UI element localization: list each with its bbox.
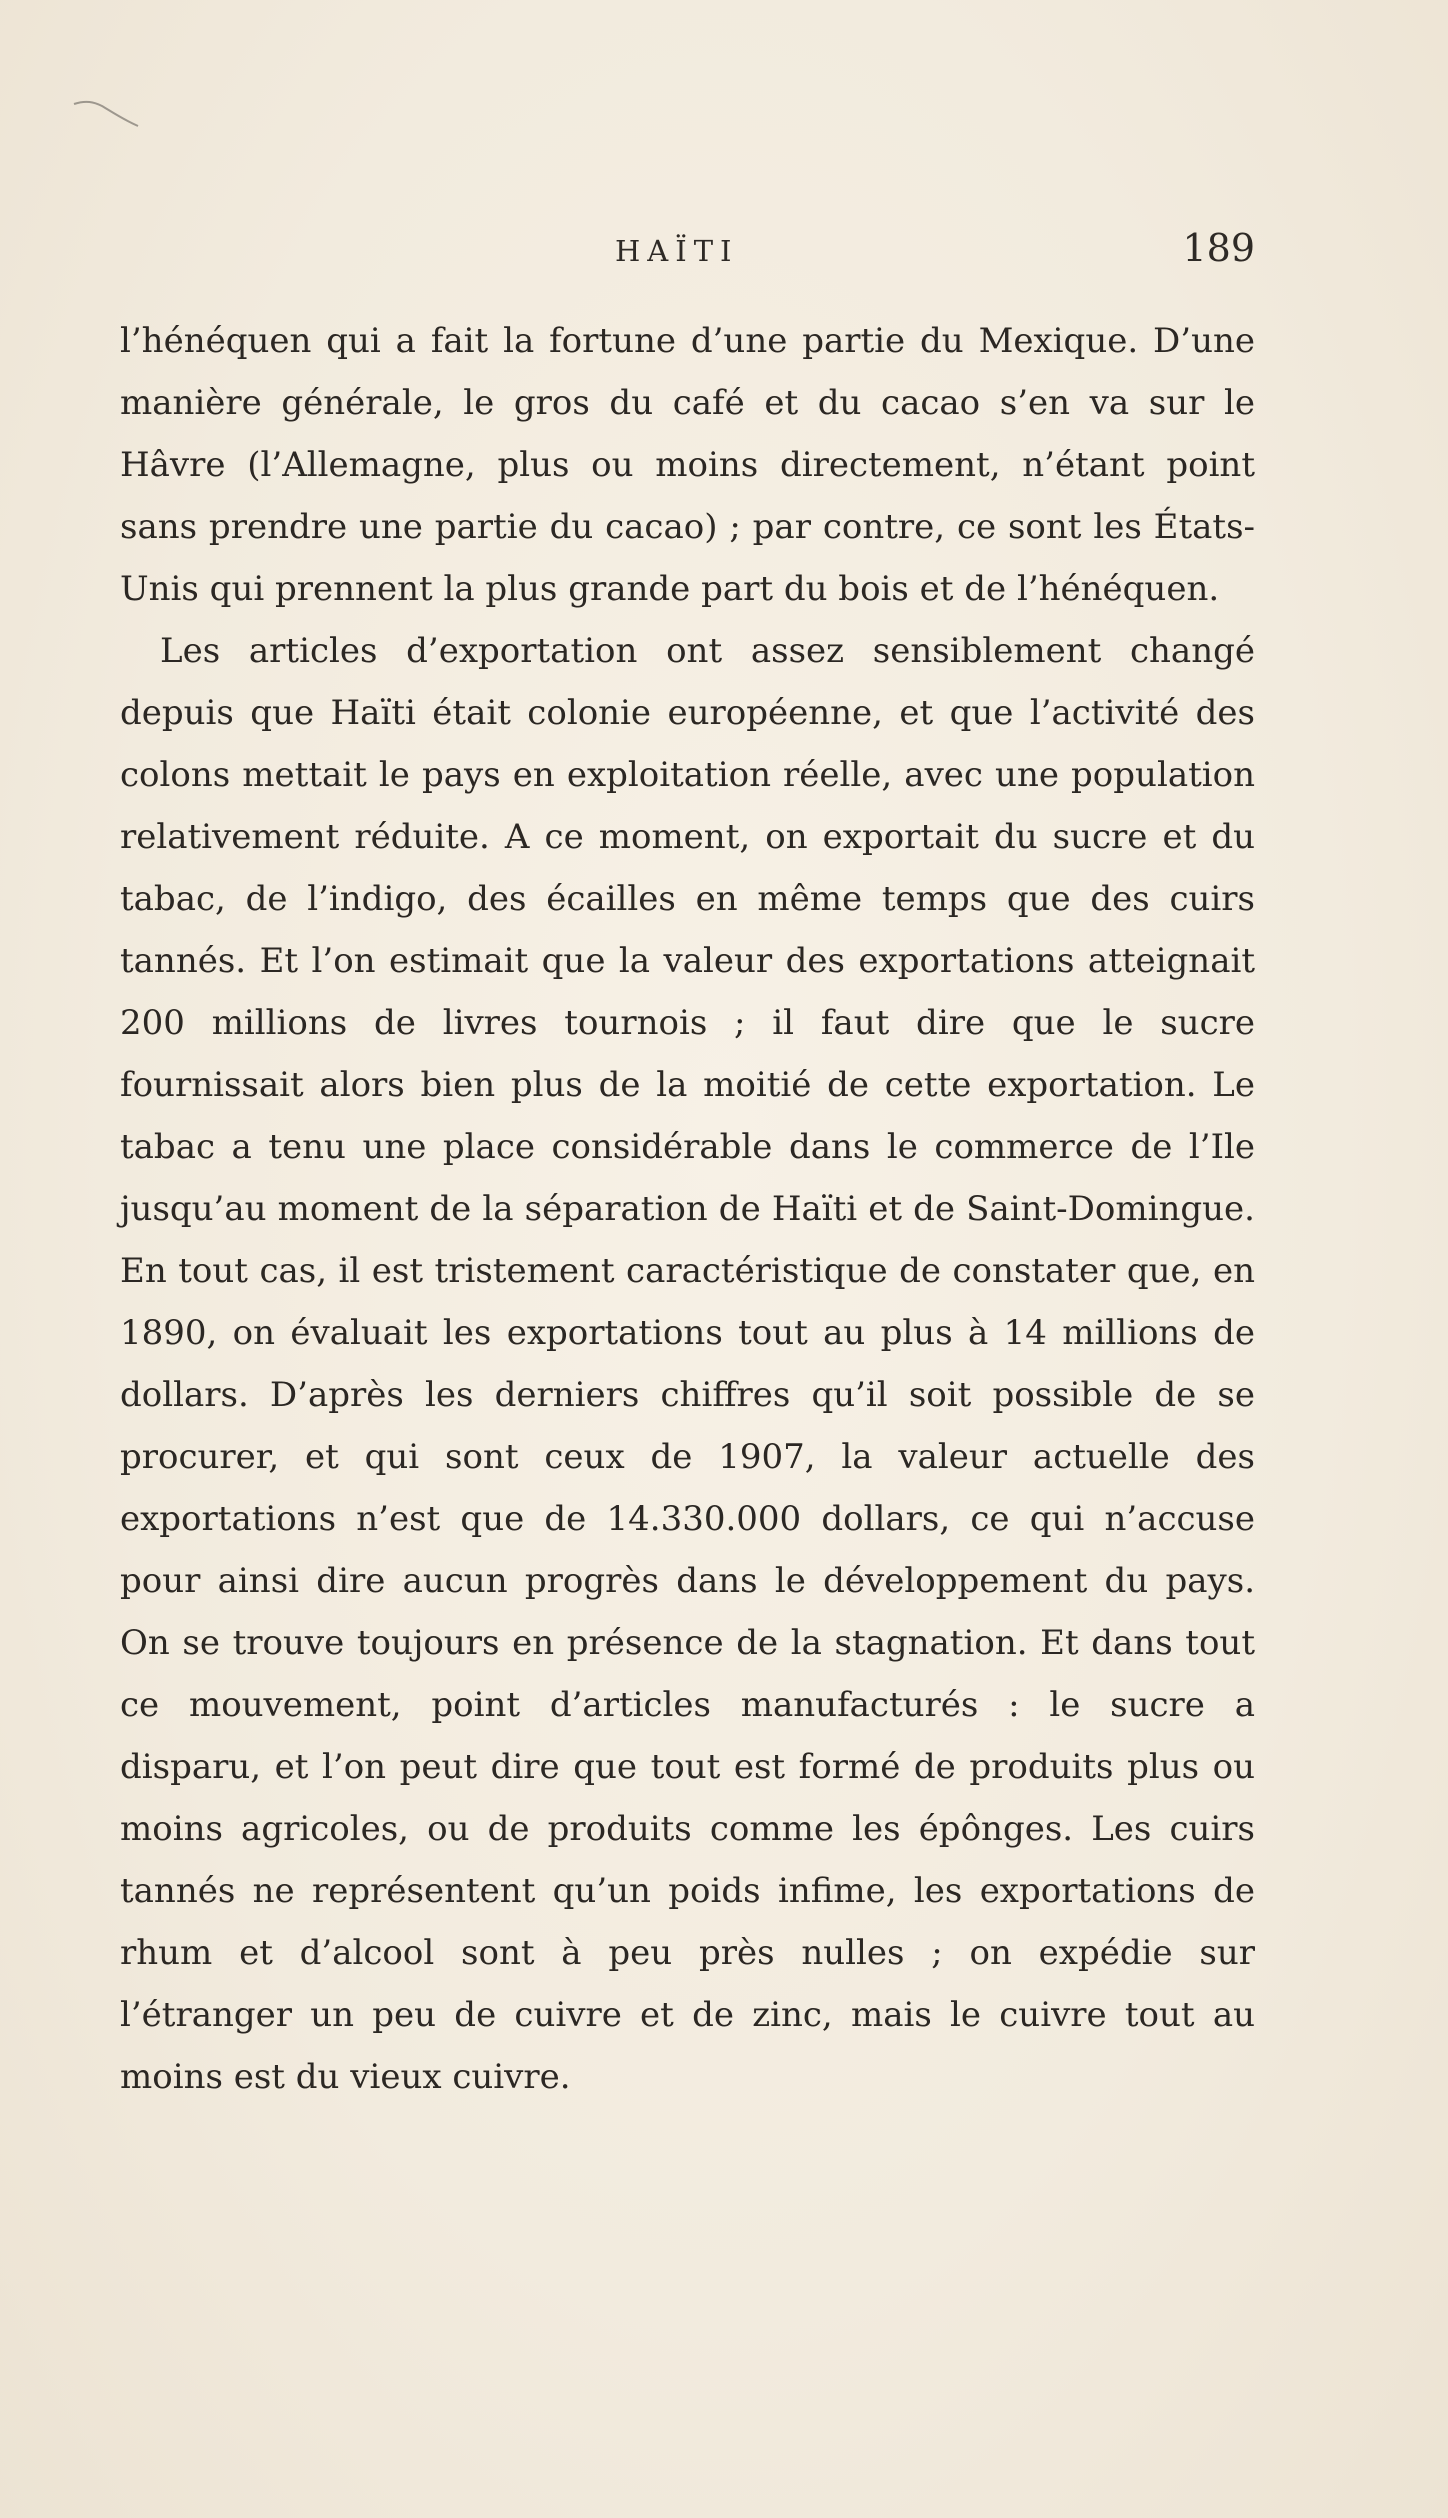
paragraph-continued: l’hénéquen qui a fait la fortune d’une partie du Mexique. D’une manière générale, le gros du café et du cacao s’en va sur le Hâvre (l’Allemagne, plus ou moins directement, n’étant point sans prendre une partie du cacao) ; par contre, ce sont les États-Unis qui prennent la plus grande part du bois et de l’hénéquen. xyxy=(120,321,1255,609)
page-header xyxy=(120,222,1255,282)
paragraph-exports: Les articles d’exportation ont assez sensiblement changé depuis que Haïti était colonie européenne, et que l’activité des colons mettait le pays en exploitation réelle, avec une population relativement réduite. A ce moment, on exportait du sucre et du tabac, de l’indigo, des écailles en même temps que des cuirs tannés. Et l’on estimait que la valeur des exportations atteignait 200 millions de livres tournois ; il faut dire que le sucre fournissait alors bien plus de la moitié de cette exportation. Le tabac a tenu une place considérable dans le commerce de l’Ile jusqu’au moment de la séparation de Haïti et de Saint-Domingue. En tout cas, il est tristement caractéristique de constater que, en 1890, on évaluait les exportations tout au plus à 14 millions de dollars. D’après les derniers chiffres qu’il soit possible de se procurer, et qui sont ceux de 1907, la valeur actuelle des exportations n’est que de 14.330.000 dollars, ce qui n’accuse pour ainsi dire aucun progrès dans le développement du pays. On se trouve toujours en présence de la stagnation. Et dans tout ce mouvement, point d’articles manufacturés : le sucre a disparu, et l’on peut dire que tout est formé de produits plus ou moins agricoles, ou de produits comme les épônges. Les cuirs tannés ne représentent qu’un poids infime, les exportations de rhum et d’alcool sont à peu près nulles ; on expédie sur l’étranger un peu de cuivre et de zinc, mais le cuivre tout au moins est du vieux cuivre. xyxy=(120,631,1255,2097)
body-text xyxy=(120,310,1255,2108)
running-title: HAÏTI xyxy=(615,234,739,268)
page-number: 189 xyxy=(1182,226,1255,270)
ink-mark-icon xyxy=(72,92,142,132)
